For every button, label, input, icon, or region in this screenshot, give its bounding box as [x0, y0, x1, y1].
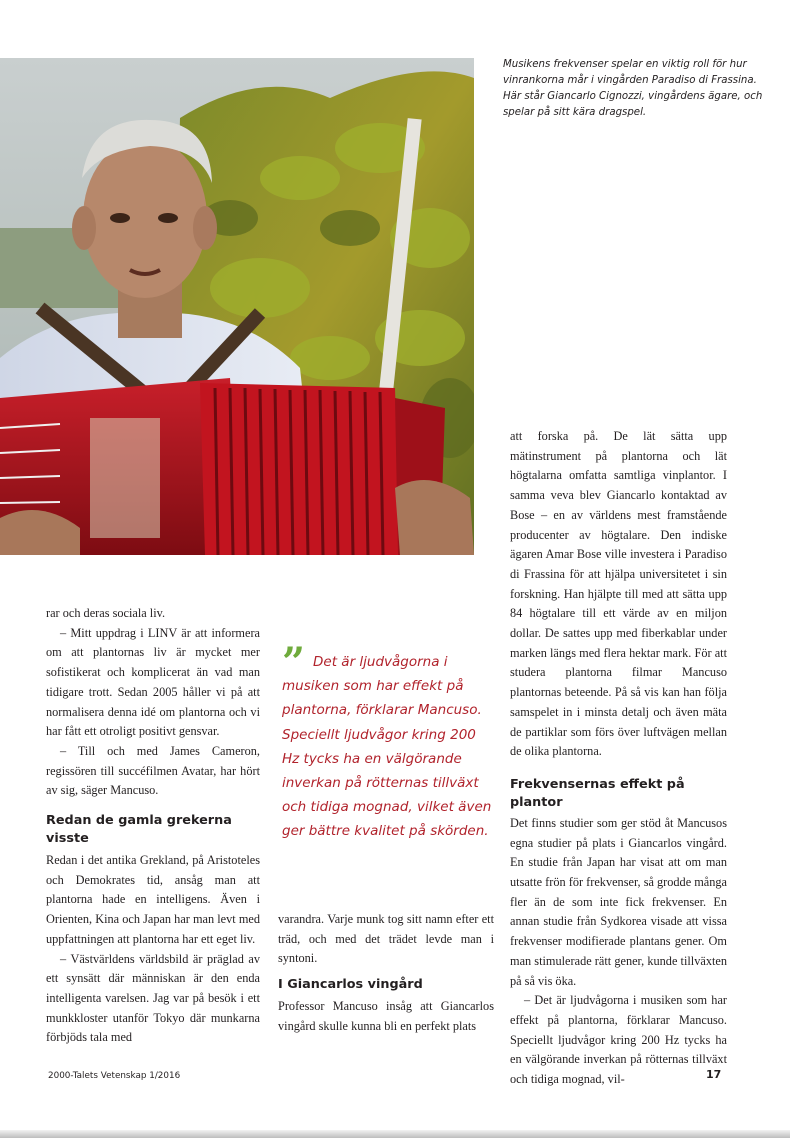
paragraph: Redan i det antika Grekland, på Aristoteles och Demokrates tid, ansåg man att plantorna hade en intelligens. Även i Orienten, Kina och Japan har man levt med uppfattningen att plantorna har ett eget liv.: [46, 853, 260, 946]
subheading: Redan de gamla grekerna visste: [46, 813, 232, 847]
page-number: 17: [706, 1068, 722, 1081]
magazine-issue: 2000-Talets Vetenskap 1/2016: [48, 1071, 181, 1081]
scan-edge: [0, 1130, 790, 1138]
paragraph: rar och deras sociala liv.: [46, 606, 166, 620]
photo-caption: Musikens frekvenser spelar en viktig roll för hur vinrankorna mår i vingården Paradiso di Frassina. Här står Giancarlo Cignozzi, vingårdens ägare, och spelar på sitt kära dragspel.: [503, 59, 763, 118]
pull-quote: [282, 639, 494, 844]
text-column-3: [510, 427, 727, 1090]
paragraph: – Det är ljudvågorna i musiken som har effekt på plantorna, förklarar Mancuso. Speciellt ljudvågor kring 200 Hz tycks ha en välgörande inverkan på rötternas tillväxt och tidiga mognad, vil-: [510, 993, 727, 1087]
accordion-player-photo: [0, 58, 474, 555]
subheading: I Giancarlos vingård: [278, 977, 423, 993]
text-column-1: [46, 604, 260, 1048]
text-column-2: [278, 910, 494, 1037]
quotation-mark-icon: ”: [282, 639, 302, 686]
paragraph: – Mitt uppdrag i LINV är att informera om att plantornas liv är mycket mer sofistikerat och komplicerat än vad man tidigare trott. Sedan 2005 håller vi på att normalisera denna idé om plantorna och vi har fått ett otroligt positivt gensvar.: [46, 625, 260, 739]
paragraph: Professor Mancuso insåg att Giancarlos vingård skulle kunna bli en perfekt plats: [278, 999, 494, 1033]
paragraph: varandra. Varje munk tog sitt namn efter ett träd, och med det trädet levde man i syntoni.: [278, 912, 494, 966]
pull-quote-text: Det är ljudvågorna i musiken som har effekt på plantorna, förklarar Mancuso. Speciellt ljudvågor kring 200 Hz tycks ha en välgörande inverkan på rötternas tillväxt och tidiga mognad, vilket även ger bättre kvalitet på skörden.: [282, 654, 492, 840]
paragraph: att forska på. De lät sätta upp mätinstrument på plantorna och lät högtalarna omfatta samtliga vinplantor. I samma veva blev Giancarlo kontaktad av Bose – en av världens mest framstående producenter av högtalare. Den indiske ägaren Amar Bose ville investera i Paradiso di Frassina för att hjälpa universitetet i sin forskning. Han hjälpte till med att sätta upp 84 högtalare till ett värde av en miljon dollar. De sattes upp med fiberkablar under marken längs med flera hektar mark. För att studera plantorna filmar Mancuso plantornas beteende. På så vis kan han följa samspelet in i minsta detalj och även mäta de partiklar som förs över luftvägen mellan de olika plantorna.: [510, 429, 727, 759]
paragraph: – Till och med James Cameron, regissören till succéfilmen Avatar, har hört av sig, säger Mancuso.: [46, 743, 260, 798]
subheading: Frekvensernas effekt på plantor: [510, 776, 685, 810]
paragraph: – Västvärldens världsbild är präglad av ett synsätt där människan är den enda intelligenta varelsen. Jag var på besök i ett munkkloster utanför Tokyo där munkarna förbjöds tala med: [46, 951, 260, 1045]
paragraph: Det finns studier som ger stöd åt Mancusos egna studier på plats i Giancarlos vingård. En studie från Japan har visat att om man utsatte frön för frekvenser, så grodde många fler än de som inte fick frekvenser. En annan studie från Sydkorea visade att vissa frekvenser modifierade plantans gener. Om man stimulerade rätt gener, kunde tillväxten på så vis öka.: [510, 815, 728, 988]
photo-illustration: [0, 58, 474, 555]
